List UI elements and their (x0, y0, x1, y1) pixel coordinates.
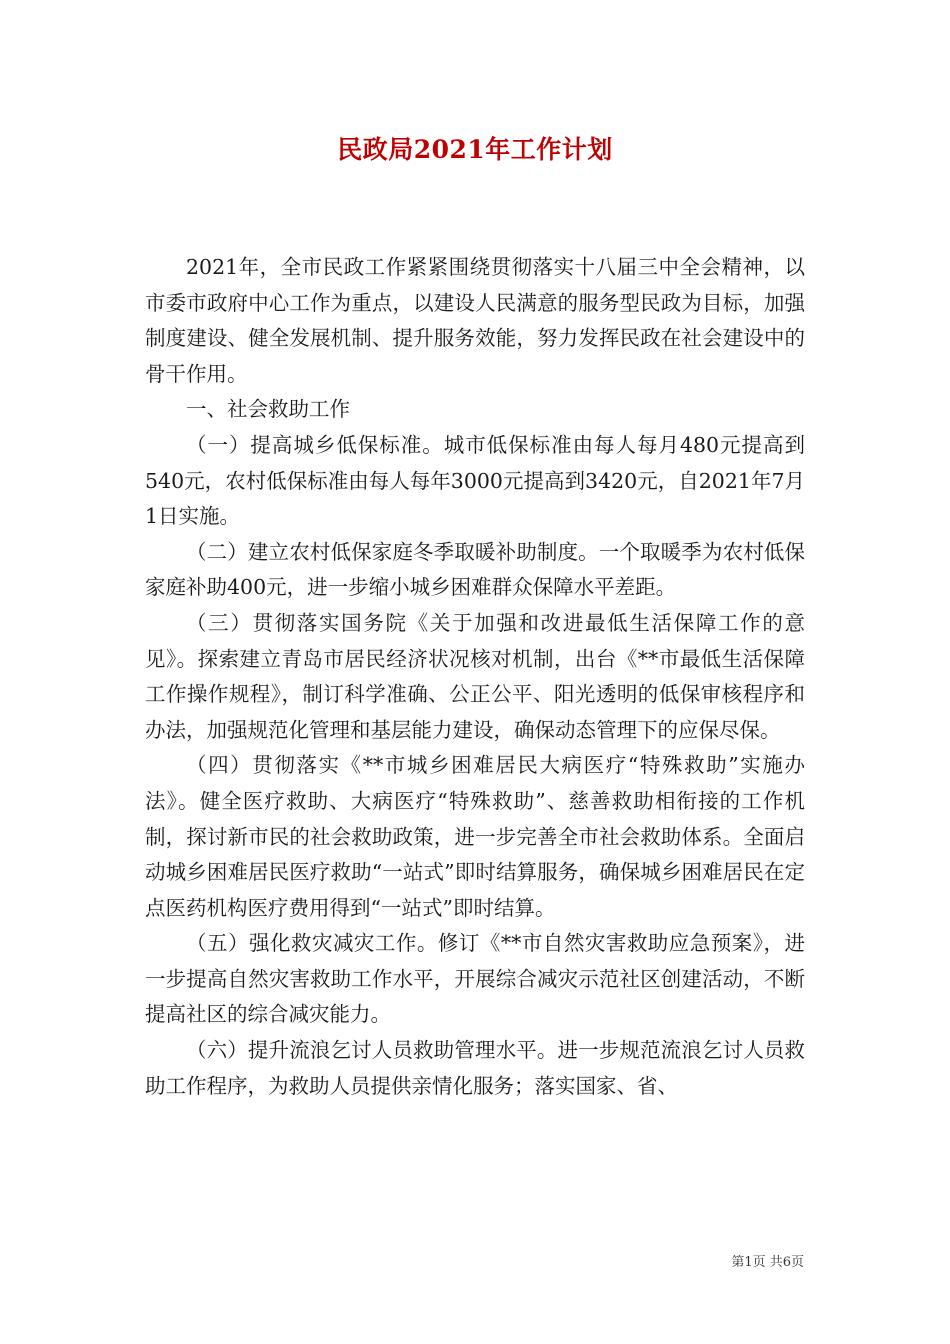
document-body (145, 250, 805, 1104)
paragraph-item-2: （二）建立农村低保家庭冬季取暖补助制度。一个取暖季为农村低保家庭补助400元，进一步缩小城乡困难群众保障水平差距。 (145, 539, 805, 600)
paragraph-item-3: （三）贯彻落实国务院《关于加强和改进最低生活保障工作的意见》。探索建立青岛市居民经济状况核对机制，出台《**市最低生活保障工作操作规程》，制订科学准确、公正公平、阳光透明的低保审核程序和办法，加强规范化管理和基层能力建设，确保动态管理下的应保尽保。 (145, 610, 805, 742)
paragraph-item-4: （四）贯彻落实《**市城乡困难居民大病医疗“特殊救助”实施办法》。健全医疗救助、大病医疗“特殊救助”、慈善救助相衔接的工作机制，探讨新市民的社会救助政策，进一步完善全市社会救助体系。全面启动城乡困难居民医疗救助“一站式”即时结算服务，确保城乡困难居民在定点医药机构医疗费用得到“一站式”即时结算。 (145, 753, 805, 920)
paragraph-item-5: （五）强化救灾减灾工作。修订《**市自然灾害救助应急预案》，进一步提高自然灾害救助工作水平，开展综合减灾示范社区创建活动，不断提高社区的综合减灾能力。 (145, 931, 805, 1027)
paragraph-item-1: （一）提高城乡低保标准。城市低保标准由每人每月480元提高到540元，农村低保标准由每人每年3000元提高到3420元，自2021年7月1日实施。 (145, 432, 805, 529)
intro-paragraph: 2021年，全市民政工作紧紧围绕贯彻落实十八届三中全会精神，以市委市政府中心工作为重点，以建设人民满意的服务型民政为目标，加强制度建设、健全发展机制、提升服务效能，努力发挥民政在社会建设中的骨干作用。 (145, 255, 805, 386)
document-title: 民政局2021年工作计划 (337, 135, 613, 164)
section-heading: 一、社会救助工作 (186, 397, 350, 422)
page-number: 第1页 共6页 (731, 1255, 804, 1270)
paragraph-item-6: （六）提升流浪乞讨人员救助管理水平。进一步规范流浪乞讨人员救助工作程序，为救助人员提供亲情化服务；落实国家、省、 (145, 1038, 805, 1098)
